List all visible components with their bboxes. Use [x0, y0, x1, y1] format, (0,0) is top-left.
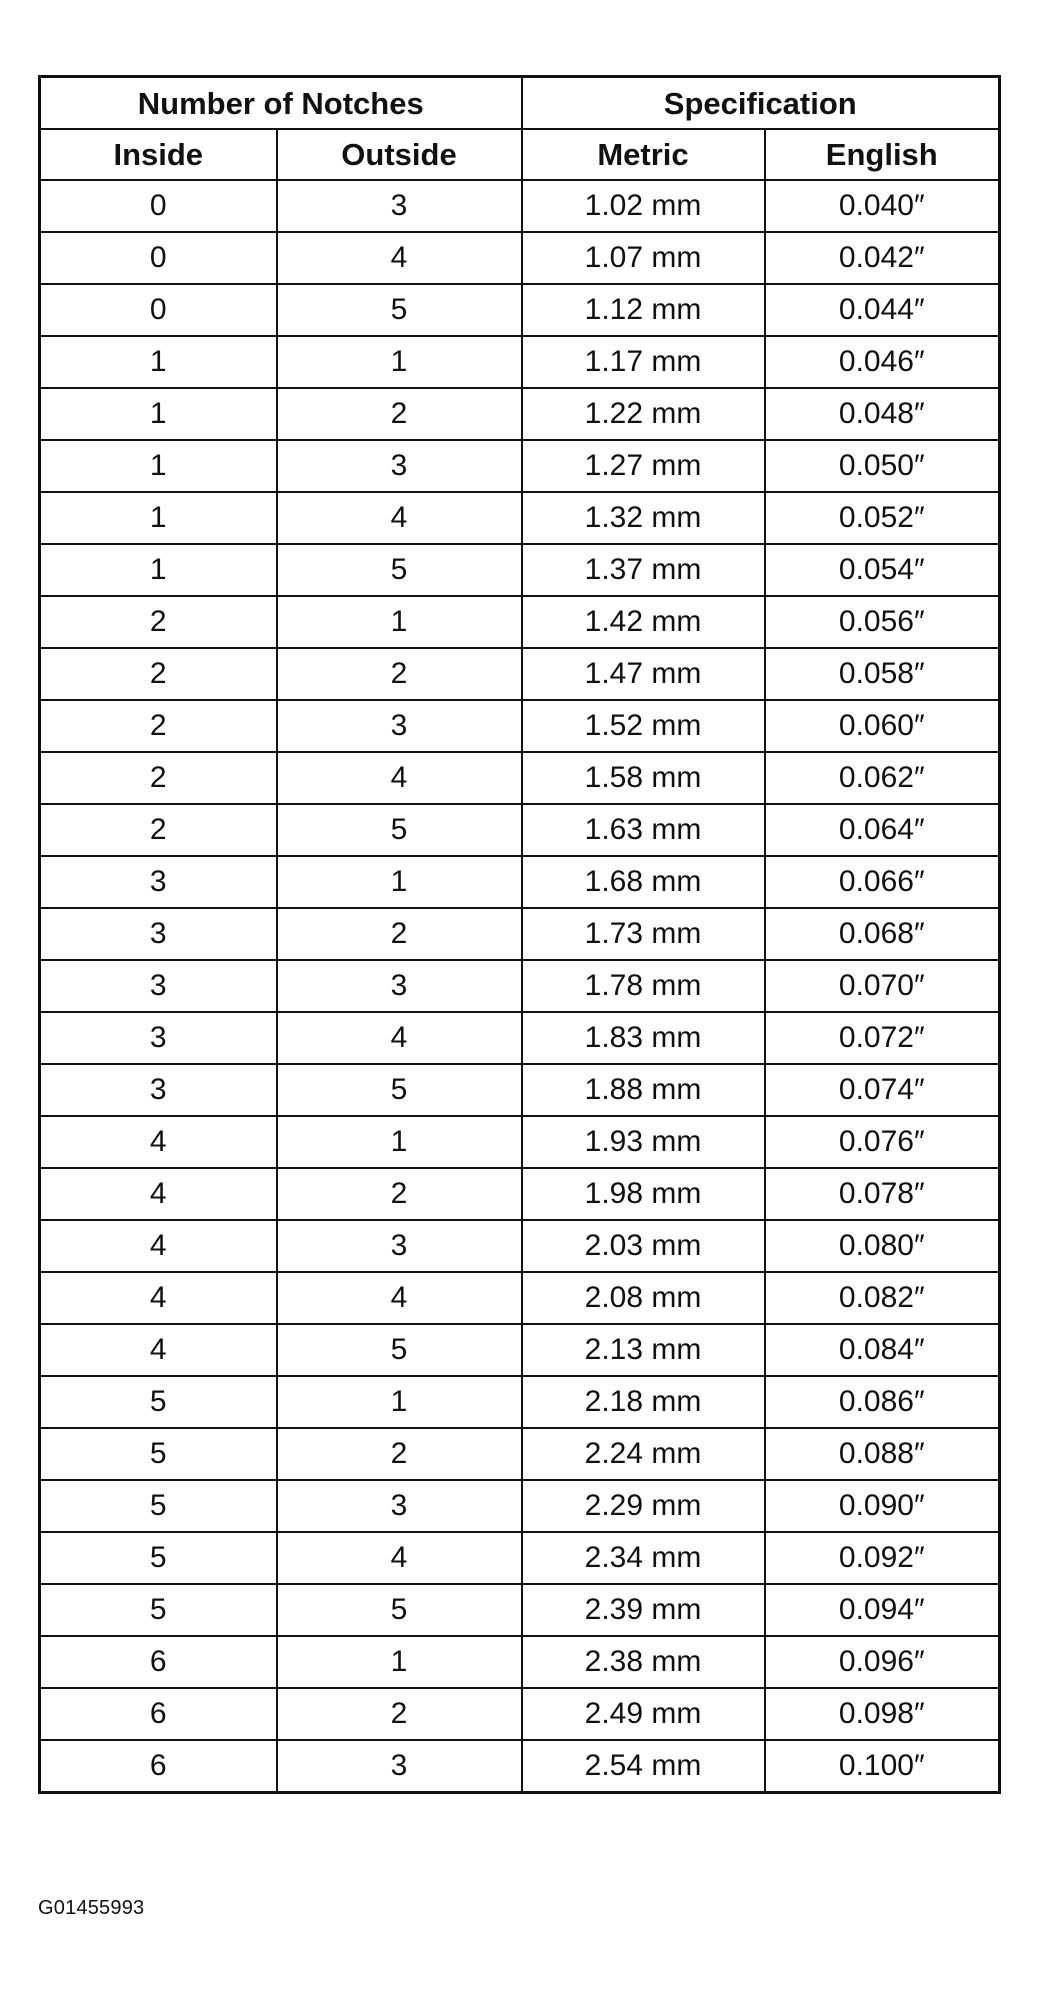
cell-outside: 5 — [277, 544, 522, 596]
cell-outside: 1 — [277, 1636, 522, 1688]
cell-metric: 1.52 mm — [522, 700, 765, 752]
cell-metric: 2.13 mm — [522, 1324, 765, 1376]
cell-english: 0.068″ — [765, 908, 1000, 960]
cell-metric: 2.24 mm — [522, 1428, 765, 1480]
cell-english: 0.046″ — [765, 336, 1000, 388]
table-row — [40, 752, 1000, 804]
cell-outside: 3 — [277, 1740, 522, 1793]
table-row — [40, 700, 1000, 752]
cell-inside: 6 — [40, 1636, 277, 1688]
table-row — [40, 544, 1000, 596]
cell-english: 0.098″ — [765, 1688, 1000, 1740]
table-row — [40, 596, 1000, 648]
cell-metric: 1.12 mm — [522, 284, 765, 336]
cell-metric: 1.83 mm — [522, 1012, 765, 1064]
table-row — [40, 388, 1000, 440]
cell-inside: 2 — [40, 596, 277, 648]
header-column-row — [40, 129, 1000, 180]
cell-inside: 0 — [40, 232, 277, 284]
cell-outside: 4 — [277, 232, 522, 284]
cell-english: 0.050″ — [765, 440, 1000, 492]
cell-metric: 1.98 mm — [522, 1168, 765, 1220]
table-row — [40, 284, 1000, 336]
cell-inside: 4 — [40, 1168, 277, 1220]
cell-inside: 3 — [40, 1012, 277, 1064]
cell-outside: 5 — [277, 804, 522, 856]
cell-metric: 1.73 mm — [522, 908, 765, 960]
cell-english: 0.056″ — [765, 596, 1000, 648]
table-row — [40, 1064, 1000, 1116]
cell-english: 0.096″ — [765, 1636, 1000, 1688]
cell-metric: 1.07 mm — [522, 232, 765, 284]
table-row — [40, 1272, 1000, 1324]
cell-outside: 3 — [277, 700, 522, 752]
header-specification: Specification — [522, 77, 1000, 130]
cell-outside: 4 — [277, 1272, 522, 1324]
table-row — [40, 336, 1000, 388]
cell-outside: 4 — [277, 1012, 522, 1064]
cell-metric: 2.34 mm — [522, 1532, 765, 1584]
table-row — [40, 908, 1000, 960]
figure-code: G01455993 — [38, 1897, 145, 1919]
cell-inside: 2 — [40, 700, 277, 752]
cell-inside: 4 — [40, 1324, 277, 1376]
cell-outside: 3 — [277, 180, 522, 232]
cell-outside: 1 — [277, 1376, 522, 1428]
cell-english: 0.076″ — [765, 1116, 1000, 1168]
cell-metric: 2.39 mm — [522, 1584, 765, 1636]
cell-outside: 1 — [277, 1116, 522, 1168]
cell-outside: 5 — [277, 1064, 522, 1116]
cell-english: 0.040″ — [765, 180, 1000, 232]
cell-metric: 1.88 mm — [522, 1064, 765, 1116]
table-row — [40, 1636, 1000, 1688]
cell-english: 0.072″ — [765, 1012, 1000, 1064]
cell-outside: 2 — [277, 1688, 522, 1740]
cell-outside: 5 — [277, 1324, 522, 1376]
cell-metric: 2.38 mm — [522, 1636, 765, 1688]
cell-outside: 2 — [277, 648, 522, 700]
cell-english: 0.058″ — [765, 648, 1000, 700]
cell-outside: 2 — [277, 1168, 522, 1220]
cell-metric: 1.27 mm — [522, 440, 765, 492]
cell-inside: 4 — [40, 1220, 277, 1272]
cell-inside: 5 — [40, 1532, 277, 1584]
cell-metric: 1.32 mm — [522, 492, 765, 544]
header-outside: Outside — [277, 129, 522, 180]
cell-english: 0.060″ — [765, 700, 1000, 752]
cell-english: 0.066″ — [765, 856, 1000, 908]
cell-inside: 1 — [40, 336, 277, 388]
table-row — [40, 1376, 1000, 1428]
cell-english: 0.090″ — [765, 1480, 1000, 1532]
table-row — [40, 440, 1000, 492]
cell-outside: 1 — [277, 336, 522, 388]
cell-outside: 4 — [277, 492, 522, 544]
cell-outside: 1 — [277, 856, 522, 908]
cell-outside: 3 — [277, 1220, 522, 1272]
cell-metric: 1.17 mm — [522, 336, 765, 388]
cell-metric: 1.63 mm — [522, 804, 765, 856]
cell-inside: 4 — [40, 1272, 277, 1324]
table-header — [40, 77, 1000, 181]
cell-inside: 5 — [40, 1480, 277, 1532]
cell-inside: 2 — [40, 752, 277, 804]
cell-english: 0.044″ — [765, 284, 1000, 336]
cell-inside: 0 — [40, 180, 277, 232]
cell-inside: 5 — [40, 1376, 277, 1428]
cell-english: 0.088″ — [765, 1428, 1000, 1480]
cell-inside: 3 — [40, 1064, 277, 1116]
cell-english: 0.064″ — [765, 804, 1000, 856]
cell-english: 0.100″ — [765, 1740, 1000, 1793]
table-body — [40, 180, 1000, 1793]
cell-english: 0.052″ — [765, 492, 1000, 544]
cell-inside: 5 — [40, 1428, 277, 1480]
cell-english: 0.092″ — [765, 1532, 1000, 1584]
header-number-of-notches: Number of Notches — [40, 77, 522, 130]
cell-metric: 2.08 mm — [522, 1272, 765, 1324]
cell-english: 0.082″ — [765, 1272, 1000, 1324]
table-row — [40, 1740, 1000, 1793]
cell-outside: 5 — [277, 284, 522, 336]
cell-metric: 2.29 mm — [522, 1480, 765, 1532]
cell-english: 0.062″ — [765, 752, 1000, 804]
cell-english: 0.094″ — [765, 1584, 1000, 1636]
table-row — [40, 180, 1000, 232]
header-english: English — [765, 129, 1000, 180]
cell-outside: 4 — [277, 1532, 522, 1584]
table-row — [40, 1584, 1000, 1636]
cell-metric: 2.18 mm — [522, 1376, 765, 1428]
cell-outside: 2 — [277, 908, 522, 960]
cell-english: 0.080″ — [765, 1220, 1000, 1272]
table-row — [40, 1220, 1000, 1272]
cell-inside: 3 — [40, 960, 277, 1012]
cell-inside: 1 — [40, 544, 277, 596]
table-row — [40, 1532, 1000, 1584]
cell-inside: 1 — [40, 492, 277, 544]
cell-metric: 1.37 mm — [522, 544, 765, 596]
table-row — [40, 1324, 1000, 1376]
table-row — [40, 1428, 1000, 1480]
cell-metric: 1.78 mm — [522, 960, 765, 1012]
cell-inside: 6 — [40, 1688, 277, 1740]
cell-metric: 1.02 mm — [522, 180, 765, 232]
cell-inside: 6 — [40, 1740, 277, 1793]
cell-inside: 3 — [40, 908, 277, 960]
cell-metric: 1.68 mm — [522, 856, 765, 908]
table-row — [40, 1116, 1000, 1168]
table-row — [40, 804, 1000, 856]
cell-outside: 3 — [277, 960, 522, 1012]
cell-english: 0.074″ — [765, 1064, 1000, 1116]
cell-outside: 5 — [277, 1584, 522, 1636]
cell-inside: 1 — [40, 388, 277, 440]
header-inside: Inside — [40, 129, 277, 180]
table-row — [40, 1480, 1000, 1532]
cell-inside: 4 — [40, 1116, 277, 1168]
cell-outside: 2 — [277, 1428, 522, 1480]
cell-english: 0.070″ — [765, 960, 1000, 1012]
cell-outside: 2 — [277, 388, 522, 440]
table-row — [40, 856, 1000, 908]
header-group-row — [40, 77, 1000, 130]
table-row — [40, 232, 1000, 284]
cell-metric: 2.03 mm — [522, 1220, 765, 1272]
cell-english: 0.042″ — [765, 232, 1000, 284]
cell-metric: 1.58 mm — [522, 752, 765, 804]
cell-english: 0.054″ — [765, 544, 1000, 596]
cell-inside: 2 — [40, 804, 277, 856]
notch-specification-table — [38, 75, 1001, 1794]
table-row — [40, 1012, 1000, 1064]
cell-inside: 0 — [40, 284, 277, 336]
cell-metric: 1.22 mm — [522, 388, 765, 440]
cell-english: 0.084″ — [765, 1324, 1000, 1376]
cell-english: 0.086″ — [765, 1376, 1000, 1428]
cell-metric: 2.54 mm — [522, 1740, 765, 1793]
header-metric: Metric — [522, 129, 765, 180]
cell-metric: 1.42 mm — [522, 596, 765, 648]
cell-outside: 3 — [277, 1480, 522, 1532]
table-row — [40, 1168, 1000, 1220]
cell-inside: 2 — [40, 648, 277, 700]
cell-english: 0.048″ — [765, 388, 1000, 440]
table-row — [40, 960, 1000, 1012]
cell-metric: 2.49 mm — [522, 1688, 765, 1740]
cell-outside: 3 — [277, 440, 522, 492]
table-row — [40, 1688, 1000, 1740]
table-row — [40, 492, 1000, 544]
cell-metric: 1.93 mm — [522, 1116, 765, 1168]
cell-outside: 4 — [277, 752, 522, 804]
cell-inside: 5 — [40, 1584, 277, 1636]
cell-metric: 1.47 mm — [522, 648, 765, 700]
cell-inside: 3 — [40, 856, 277, 908]
cell-outside: 1 — [277, 596, 522, 648]
cell-english: 0.078″ — [765, 1168, 1000, 1220]
table-row — [40, 648, 1000, 700]
cell-inside: 1 — [40, 440, 277, 492]
